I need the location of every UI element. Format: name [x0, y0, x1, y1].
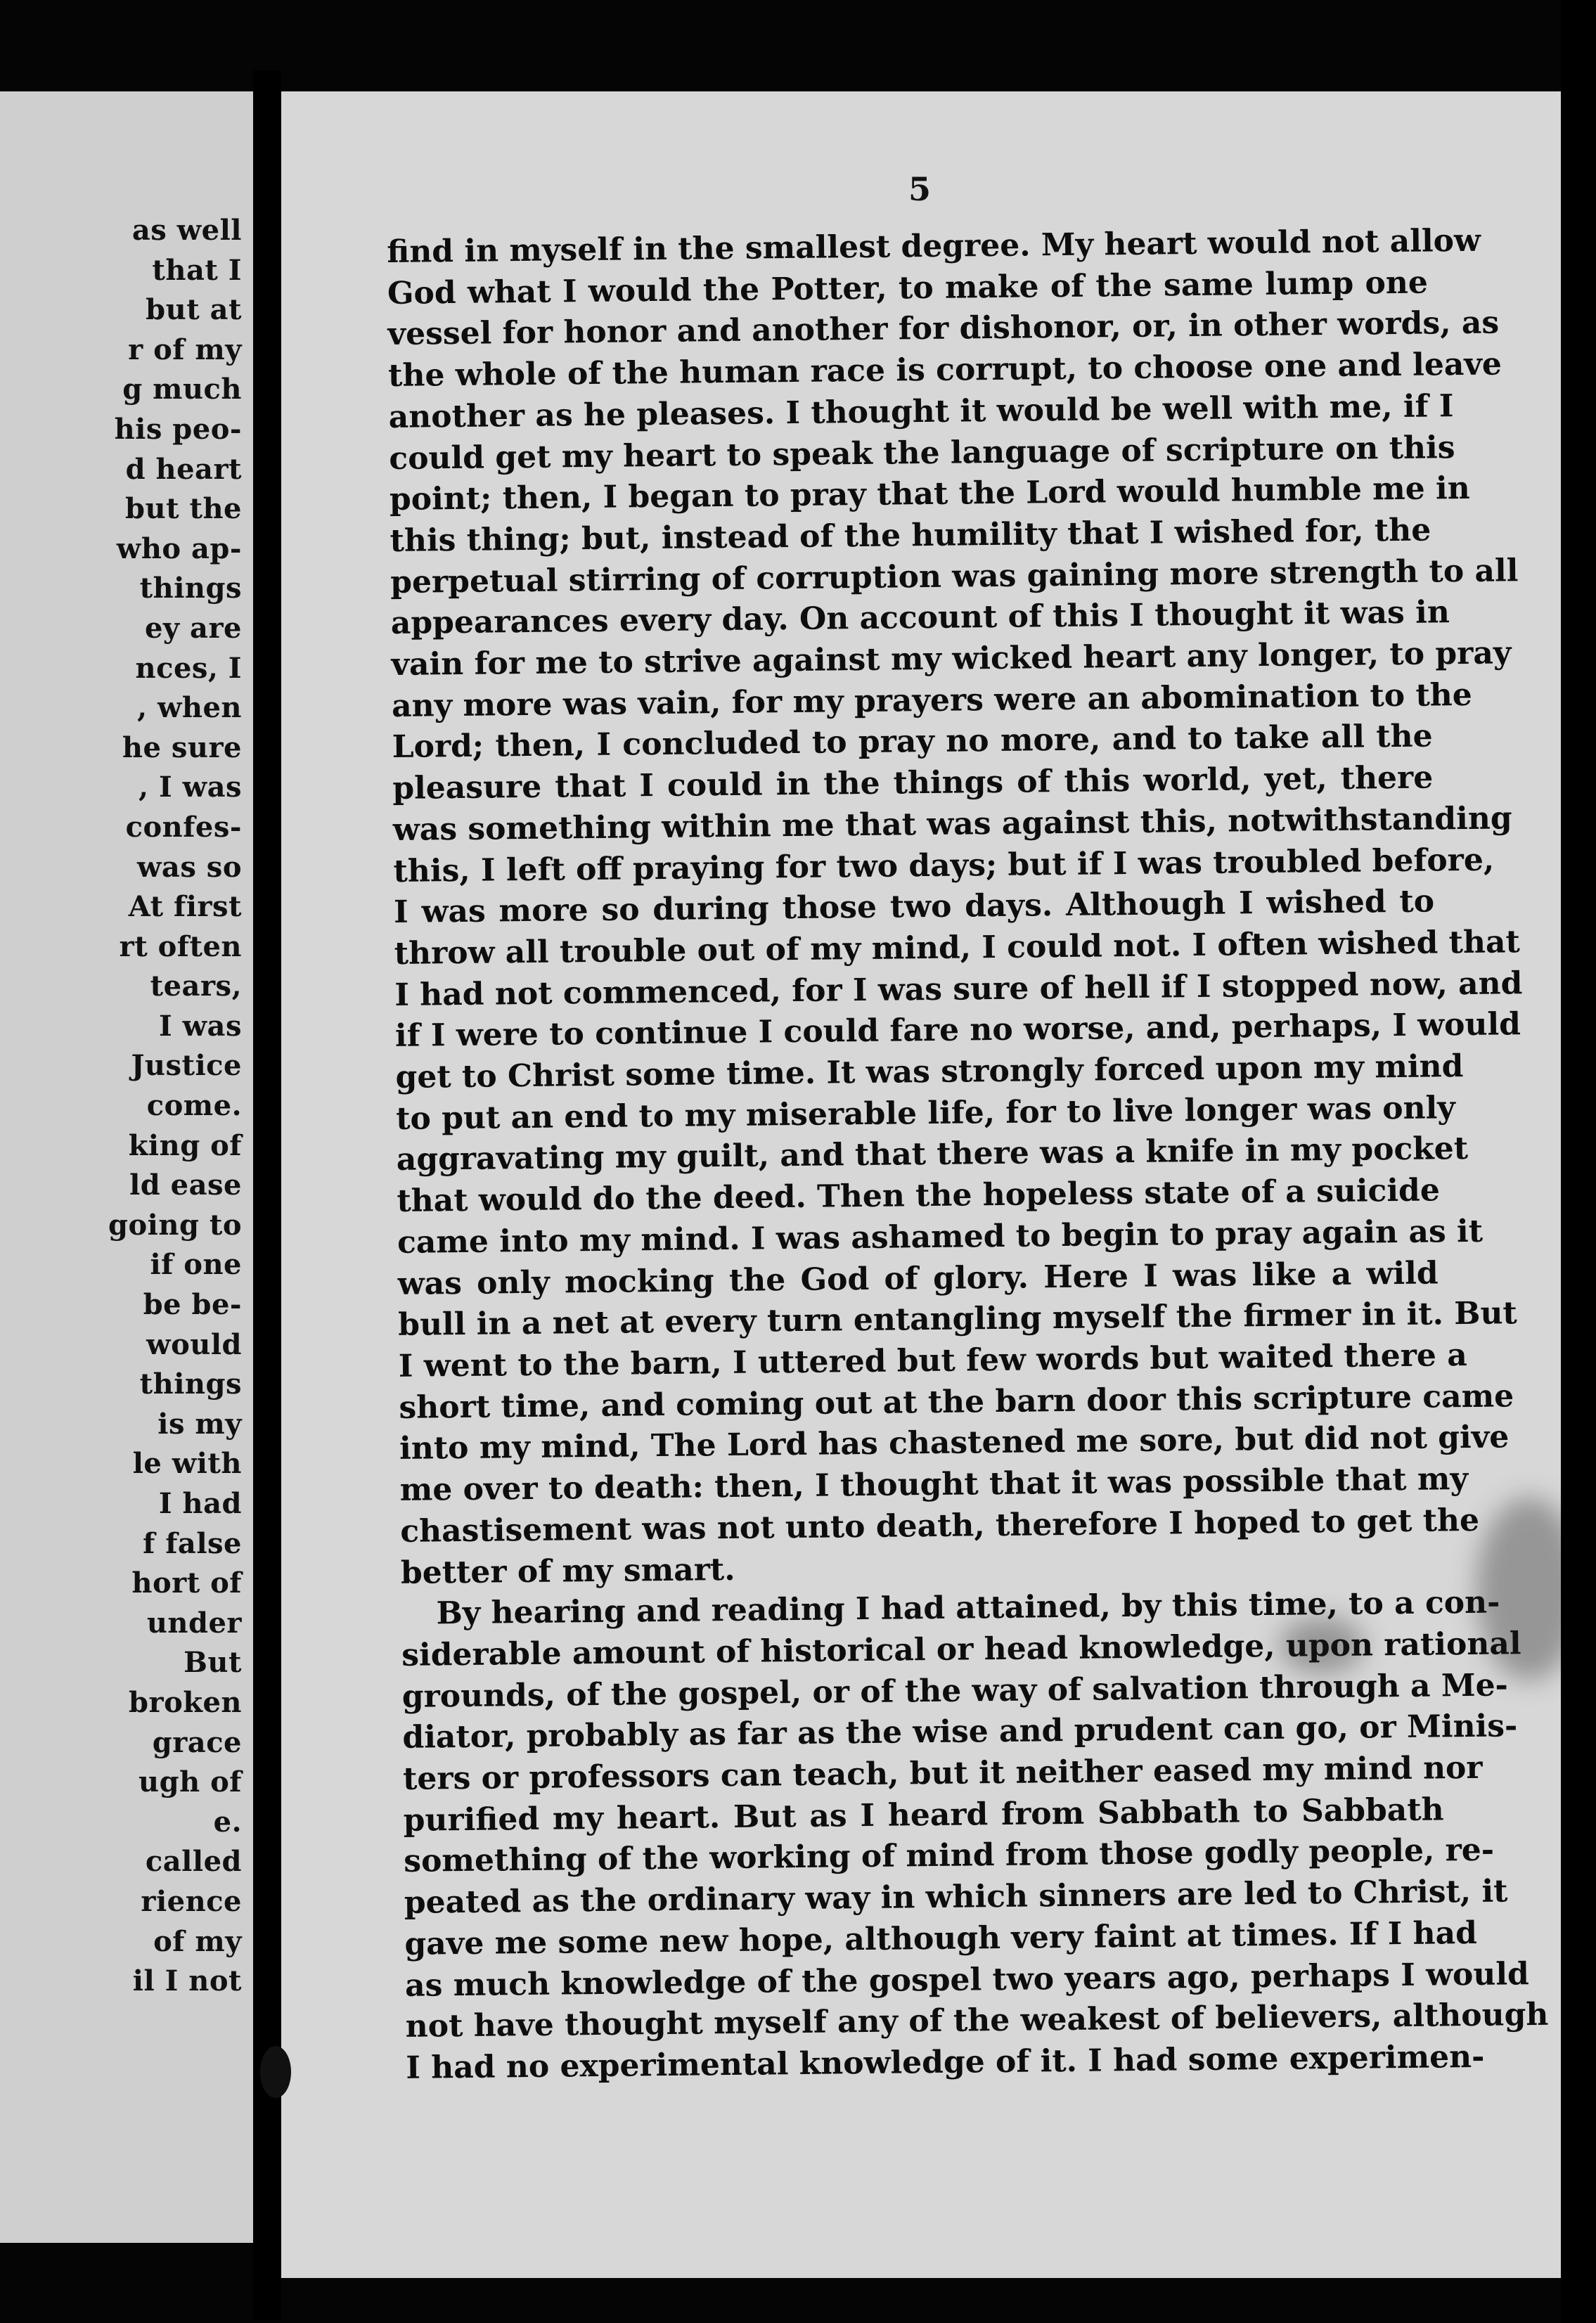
text-line: if I were to continue I could fare no worse, and, perhaps, I would — [394, 1006, 1521, 1055]
text-line: aggravating my guilt, and that there was a knife in my pocket — [396, 1131, 1469, 1178]
book-gutter — [253, 70, 281, 2320]
text-line: find in myself in the smallest degree. My heart would not allow — [387, 222, 1481, 270]
previous-page-line: grace — [152, 1725, 242, 1759]
previous-page-line: as well — [131, 214, 242, 247]
previous-page-line: nces, I — [135, 651, 242, 685]
previous-page-fragment — [0, 91, 253, 2243]
previous-page-line: king of — [128, 1128, 242, 1162]
previous-page-line: f false — [143, 1526, 242, 1560]
previous-page-line: called — [145, 1845, 242, 1879]
text-line: to put an end to my miserable life, for to live longer was only — [395, 1089, 1456, 1137]
previous-page-line: but at — [146, 293, 242, 327]
text-line: I went to the barn, I uttered but few words but waited there a — [398, 1337, 1467, 1384]
page-body-text — [387, 218, 1561, 2089]
text-line: peated as the ordinary way in which sinners are led to Christ, it — [404, 1873, 1508, 1921]
text-line: came into my mind. I was ashamed to begin to pray again as it — [397, 1213, 1484, 1261]
text-line: that would do the deed. Then the hopeless state of a suicide — [397, 1172, 1441, 1220]
text-line: diator, probably as far as the wise and prudent can go, or Minis- — [402, 1708, 1518, 1756]
previous-page-line: would — [146, 1327, 242, 1361]
previous-page-line: But — [184, 1646, 242, 1680]
previous-page-line: I was — [158, 1009, 242, 1043]
text-line: ters or professors can teach, but it neither eased my mind nor — [402, 1749, 1483, 1797]
ink-drop — [260, 2046, 291, 2098]
previous-page-line: il I not — [132, 1964, 242, 1998]
text-line: short time, and coming out at the barn door this scripture came — [399, 1377, 1514, 1426]
previous-page-line: tears, — [150, 970, 242, 1003]
text-line: vessel for honor and another for dishonor, or, in other words, as — [387, 304, 1500, 353]
ink-stain — [1280, 1617, 1364, 1673]
previous-page-line: e. — [213, 1805, 242, 1839]
previous-page-line: going to — [108, 1208, 242, 1242]
book-page — [281, 91, 1561, 2278]
previous-page-line: rience — [141, 1884, 242, 1918]
previous-page-line: ey are — [144, 611, 242, 645]
text-line: I had not commenced, for I was sure of hell if I stopped now, and — [394, 965, 1523, 1013]
previous-page-line: under — [146, 1606, 242, 1640]
previous-page-line: but the — [125, 492, 242, 526]
text-line: vain for me to strive against my wicked heart any longer, to pray — [391, 635, 1512, 683]
previous-page-line: le with — [132, 1447, 242, 1481]
text-line: any more was vain, for my prayers were an abomination to the — [391, 676, 1473, 724]
previous-page-line: is my — [157, 1407, 242, 1441]
previous-page-line: things — [139, 1368, 242, 1401]
text-line: was only mocking the God of glory. Here I was like a wild — [397, 1254, 1439, 1302]
text-line: into my mind, The Lord has chastened me sore, but did not give — [399, 1419, 1510, 1467]
scan-border — [1561, 0, 1596, 2323]
previous-page-line: broken — [129, 1685, 242, 1719]
previous-page-line: I had — [158, 1487, 242, 1520]
previous-page-line: confes- — [125, 810, 242, 844]
text-line: me over to death: then, I thought that it was possible that my — [399, 1461, 1469, 1508]
text-line: By hearing and reading I had attained, by this time, to a con- — [436, 1584, 1500, 1632]
previous-page-line: , I was — [139, 771, 242, 804]
text-line: Lord; then, I concluded to pray no more, and to take all the — [392, 718, 1433, 766]
previous-page-line: , when — [137, 691, 242, 725]
text-line: point; then, I began to pray that the Lord would humble me in — [389, 470, 1470, 518]
previous-page-line: he sure — [122, 731, 242, 764]
text-line: appearances every day. On account of this I thought it was in — [390, 594, 1450, 642]
text-line: something of the working of mind from those godly people, re- — [404, 1832, 1495, 1880]
text-line: pleasure that I could in the things of this world, yet, there — [392, 759, 1434, 807]
previous-page-line: of my — [153, 1924, 242, 1958]
text-line: the whole of the human race is corrupt, to choose one and leave — [387, 346, 1502, 394]
text-line: could get my heart to speak the language of scripture on this — [389, 429, 1455, 477]
text-line: God what I would the Potter, to make of the same lump one — [387, 264, 1429, 311]
text-line: I had no experimental knowledge of it. I had some experimen- — [406, 2038, 1485, 2086]
text-line: chastisement was not unto death, therefore I hoped to get the — [400, 1502, 1480, 1550]
previous-page-line: if one — [150, 1248, 242, 1282]
text-line: purified my heart. But as I heard from Sabbath to Sabbath — [403, 1791, 1444, 1839]
text-line: not have thought myself any of the weakest of believers, although — [405, 1997, 1549, 2045]
text-line: bull in a net at every turn entangling myself the firmer in it. But — [398, 1295, 1518, 1344]
page-number: 5 — [908, 170, 932, 208]
previous-page-line: things — [139, 572, 242, 605]
previous-page-line: his peo- — [114, 412, 242, 446]
previous-page-line: At first — [128, 890, 242, 924]
previous-page-line: ld ease — [129, 1169, 242, 1202]
text-line: perpetual stirring of corruption was gaining more strength to all — [390, 552, 1519, 600]
text-line: gave me some new hope, although very faint at times. If I had — [404, 1915, 1478, 1962]
previous-page-line: be be- — [143, 1288, 242, 1322]
text-line: siderable amount of historical or head knowledge, upon rational — [401, 1626, 1521, 1673]
previous-page-line: Justice — [131, 1049, 242, 1083]
previous-page-line: ugh of — [139, 1765, 242, 1799]
text-line: better of my smart. — [400, 1551, 735, 1591]
previous-page-text — [17, 211, 242, 2002]
text-line: was something within me that was against this, notwithstanding — [392, 800, 1512, 848]
text-line: this, I left off praying for two days; but if I was troubled before, — [393, 842, 1495, 889]
previous-page-line: g much — [122, 373, 242, 406]
text-line: I was more so during those two days. Although I wished to — [393, 883, 1435, 931]
text-line: get to Christ some time. It was strongly forced upon my mind — [395, 1048, 1464, 1095]
text-line: as much knowledge of the gospel two years ago, perhaps I would — [404, 1955, 1530, 2004]
previous-page-line: that I — [152, 253, 242, 287]
text-line: grounds, of the gospel, or of the way of salvation through a Me- — [401, 1667, 1509, 1715]
previous-page-line: was so — [137, 850, 242, 884]
previous-page-line: hort of — [131, 1566, 242, 1600]
previous-page-line: who ap- — [116, 532, 242, 565]
previous-page-line: come. — [146, 1089, 242, 1123]
previous-page-line: rt often — [119, 929, 242, 963]
previous-page-line: d heart — [125, 452, 242, 486]
text-line: throw all trouble out of my mind, I could not. I often wished that — [394, 924, 1521, 972]
text-line: this thing; but, instead of the humility that I wished for, the — [390, 512, 1431, 559]
previous-page-line: r of my — [128, 333, 242, 366]
text-line: another as he pleases. I thought it would be well with me, if I — [388, 387, 1454, 435]
